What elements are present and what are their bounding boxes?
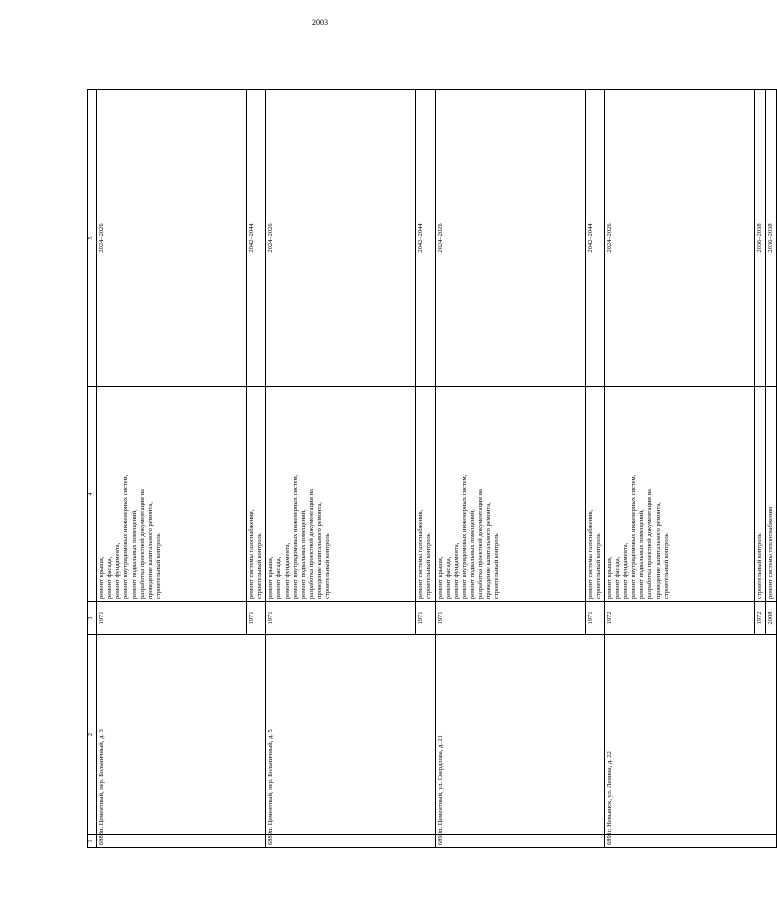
record-address: п. Цементный, пер. Больничный, д. 3 [97,635,266,835]
work-item: ремонт системы газоснабжения, [417,509,425,599]
table-row [266,90,416,848]
work-item: ремонт крыши, [436,556,444,599]
header-row [88,90,97,848]
column-header-3: 3 [88,602,97,635]
record-address: п. Цементный, ул. Свердлова, д. 21 [435,635,604,835]
record-number: 6889. [266,835,435,848]
work-item: проведение капитального ремонта, [654,502,662,599]
table-row [97,90,247,848]
work-item: строительный контроль [256,533,264,599]
work-item: ремонт внутридомовых инженерных систем, [291,474,299,599]
work-item: разработка проектной документации на [646,489,654,599]
record-number: 6891. [604,835,776,848]
repair-period: 2024–2026 [435,90,585,387]
work-item: проведение капитального ремонта, [485,502,493,599]
works-list [604,387,754,602]
work-item: ремонт системы газоснабжения, [586,509,594,599]
work-item: строительный контроль [154,533,162,599]
work-item: ремонт фасада, [444,556,452,599]
commission-year: 1971 [435,602,585,635]
record-address: п. Цементный, пер. Больничный, д. 5 [266,635,435,835]
work-item: разработка проектной документации на [138,489,146,599]
repair-period: 2024–2026 [604,90,754,387]
works-list [266,387,416,602]
work-item: ремонт системы теплоснабжения [766,506,774,599]
work-item: ремонт фундамента, [622,542,629,599]
work-item: строительный контроль [324,533,332,599]
work-item: ремонт внутридомовых инженерных систем, [630,474,638,599]
work-item: разработка проектной документации на [477,489,485,599]
repair-period: 2024–2026 [266,90,416,387]
table-row [435,90,585,848]
works-list [97,387,247,602]
work-item: ремонт фундамента, [452,542,460,599]
column-header-2: 2 [88,635,97,835]
work-item: строительный контроль [662,533,670,599]
repair-period: 2036–2038 [754,90,765,387]
works-list [585,387,604,602]
rotated-page-area [87,90,774,848]
commission-year: 1971 [97,602,247,635]
commission-year: 1971 [247,602,266,635]
commission-year: 1971 [266,602,416,635]
works-list [247,387,266,602]
page-number: 2003 [312,18,328,27]
record-number: 6890. [435,835,604,848]
repair-schedule-table [87,89,777,848]
work-item: ремонт системы газоснабжения, [248,509,255,599]
repair-period: 2042–2044 [585,90,604,387]
work-item: ремонт фундамента, [114,542,122,599]
column-header-5: 5 [88,90,97,387]
works-list [765,387,776,602]
work-item: ремонт подвальных помещений, [299,509,307,599]
commission-year: 1972 [754,602,765,635]
work-item: ремонт фасада, [106,556,114,599]
commission-year: 1972 [604,602,754,635]
commission-year: 1971 [585,602,604,635]
work-item: разработка проектной документации на [307,489,315,599]
work-item: ремонт фундамента, [283,542,291,599]
work-item: ремонт внутридомовых инженерных систем, [460,474,468,599]
work-item: ремонт фасада, [613,556,621,599]
work-item: строительный контроль [594,533,602,599]
work-item: ремонт подвальных помещений, [130,509,138,599]
work-item: ремонт подвальных помещений, [469,509,476,599]
work-item: ремонт крыши, [267,556,275,599]
record-address: г. Невьянск, ул. Ленина, д. 22 [604,635,776,835]
commission-year: 2008 [765,602,776,635]
repair-period: 2036–2038 [765,90,776,387]
work-item: проведение капитального ремонта, [316,502,323,599]
work-item: ремонт крыши, [605,556,613,599]
repair-period: 2024–2026 [97,90,247,387]
work-item: ремонт внутридомовых инженерных систем, [122,474,130,599]
work-item: ремонт фасада, [275,556,283,599]
work-item: строительный контроль [755,533,763,599]
work-item: строительный контроль [425,533,433,599]
commission-year: 1971 [416,602,435,635]
column-header-4: 4 [88,387,97,602]
table-wrapper [87,90,774,848]
work-item: ремонт подвальных помещений, [638,509,646,599]
table-row [604,90,754,848]
works-list [416,387,435,602]
works-list [435,387,585,602]
repair-period: 2042–2044 [416,90,435,387]
repair-period: 2042–2044 [247,90,266,387]
work-item: проведение капитального ремонта, [146,502,154,599]
record-number: 6888. [97,835,266,848]
work-item: ремонт крыши, [98,556,105,599]
works-list [754,387,765,602]
work-item: строительный контроль [493,533,501,599]
column-header-1: 1 [88,835,97,848]
table-body [97,90,777,848]
